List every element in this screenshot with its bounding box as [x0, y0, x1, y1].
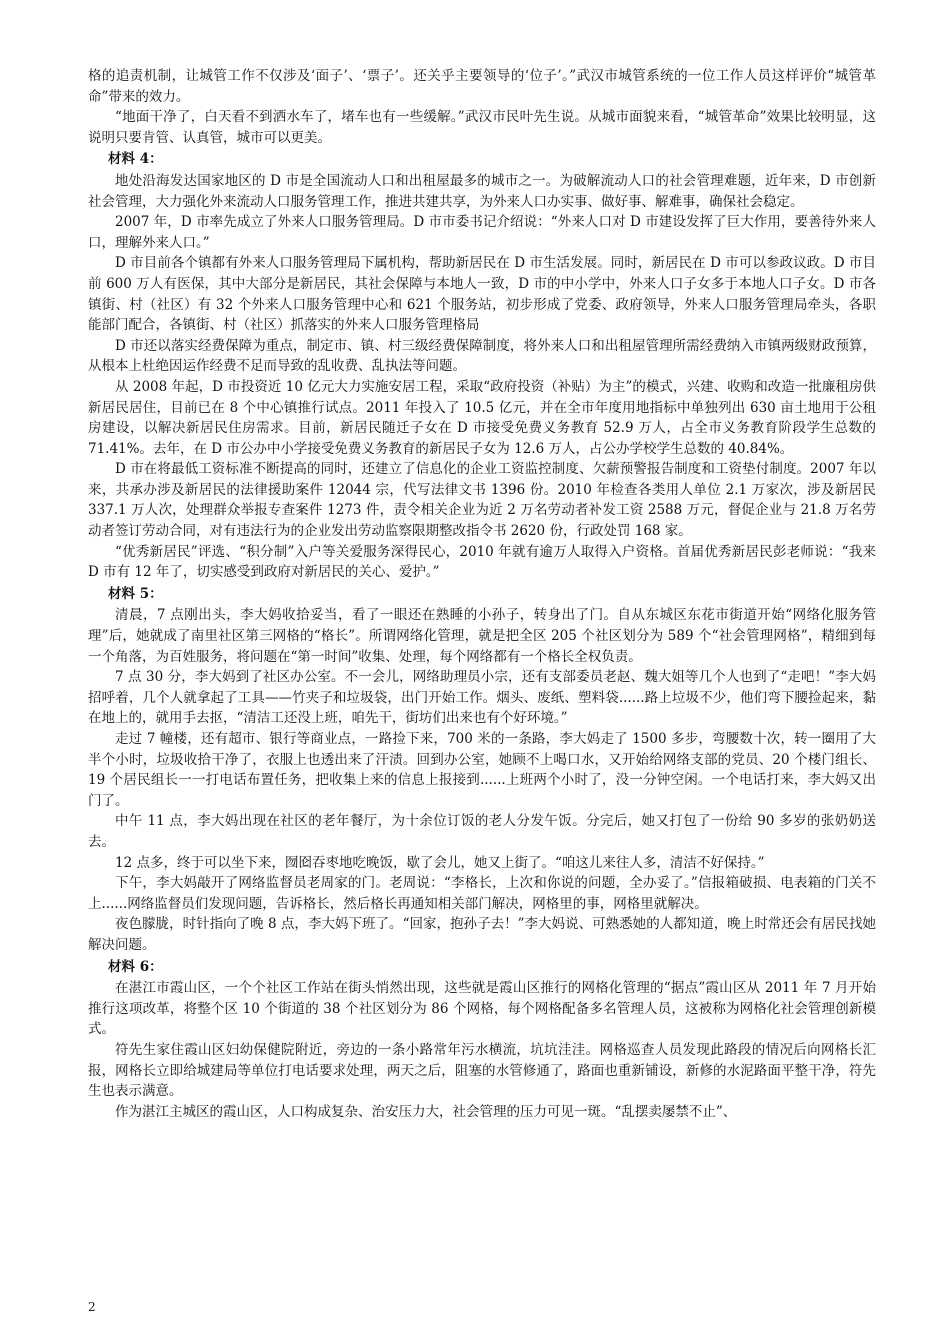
paragraph: 夜色朦胧，时针指向了晚 8 点，李大妈下班了。“回家，抱孙子去！”李大妈说、可熟悉她的人都知道，晚上时常还会有居民找她解决问题。	[88, 916, 876, 953]
paragraph: 格的追责机制，让城管工作不仅涉及‘面子’、‘票子’。还关乎主要领导的‘位子’。”武汉市城管系统的一位工作人员这样评价“城管革命”带来的效力。	[88, 68, 876, 105]
section-heading: 材料 6：	[108, 958, 163, 975]
paragraph: 7 点 30 分，李大妈到了社区办公室。不一会儿，网络助理员小宗，还有支部委员老赵、魏大姐等几个人也到了“走吧！”李大妈招呼着，几个人就拿起了工具——竹夹子和垃圾袋，出门开始工作。烟头、废纸、塑料袋......路上垃圾不少，他们弯下腰捡起来，黏在地上的，就用手去抠，“清洁工还没上班，咱先干，街坊们出来也有个好环境。”	[88, 669, 876, 727]
paragraph: 下午，李大妈敲开了网络监督员老周家的门。老周说：“李格长，上次和你说的问题，全办妥了。”信报箱破损、电表箱的门关不上......网络监督员们发现问题，告诉格长，然后格长再通知相关部门解决，网格里的事，网格里就解决。	[88, 875, 876, 912]
paragraph: 从 2008 年起，D 市投资近 10 亿元大力实施安居工程，采取“政府投资（补贴）为主”的模式，兴建、收购和改造一批廉租房供新居民居住，目前已在 8 个中心镇推行试点。2011 年投入了 10.5 亿元，并在全市年度用地指标中单独列出 630 亩土地用于公租房建设，以解决新居民住房需求。目前，新居民随迁子女在 D 市接受免费义务教育 52.9 万人，占全市义务教育阶段学生总数的 71.41%。去年，在 D 市公办中小学接受免费义务教育的新居民子女为 12.6 万人，占公办学校学生总数的 40.84%。	[88, 378, 876, 457]
paragraph: D 市目前各个镇都有外来人口服务管理局下属机构，帮助新居民在 D 市生活发展。同时，新居民在 D 市可以参政议政。D 市目前 600 万人有医保，其中大部分是新居民，其社会保障与本地人一致，D 市的中小学中，外来人口子女多于本地人口子女。D 市各镇街、村（社区）有 32 个外来人口服务管理中心和 621 个服务站，初步形成了党委、政府领导，外来人口服务管理局牵头，各职能部门配合，各镇街、村（社区）抓落实的外来人口服务管理格局	[88, 255, 876, 334]
document-body	[88, 66, 876, 1122]
paragraph: 作为湛江主城区的霞山区，人口构成复杂、治安压力大，社会管理的压力可见一斑。“乱摆卖屡禁不止”、	[115, 1103, 737, 1120]
paragraph: “地面干净了，白天看不到洒水车了，堵车也有一些缓解。”武汉市民叶先生说。从城市面貌来看，“城管革命”效果比较明显，这说明只要肯管、认真管，城市可以更美。	[88, 109, 876, 146]
paragraph: 符先生家住霞山区妇幼保健院附近，旁边的一条小路常年污水横流，坑坑洼洼。网格巡查人员发现此路段的情况后向网格长汇报，网格长立即给城建局等单位打电话要求处理，两天之后，阻塞的水管修通了，路面也重新铺设，新修的水泥路面平整干净，符先生也表示满意。	[88, 1041, 876, 1100]
paragraph: 地处沿海发达国家地区的 D 市是全国流动人口和出租屋最多的城市之一。为破解流动人口的社会管理难题，近年来，D 市创新社会管理，大力强化外来流动人口服务管理工作，推进共建共享，为外来人口办实事、做好事、解难事，确保社会稳定。	[88, 172, 876, 210]
page-number: 2	[88, 1300, 96, 1314]
paragraph: 走过 7 幢楼，还有超市、银行等商业点，一路捡下来，700 米的一条路，李大妈走了 1500 多步，弯腰数十次，转一圈用了大半个小时，垃圾收拾干净了，衣服上也透出来了汗渍。回到办公室，她顾不上喝口水，又开始给网络支部的党员、20 个楼门组长、19 个居民组长一一打电话布置任务，把收集上来的信息上报接到......上班两个小时了，没一分钟空闲。一个电话打来，李大妈又出门了。	[88, 731, 876, 809]
paragraph: 清晨，7 点刚出头，李大妈收拾妥当，看了一眼还在熟睡的小孙子，转身出了门。自从东城区东花市街道开始“网络化服务管理”后，她就成了南里社区第三网格的“格长”。所谓网络化管理，就是把全区 205 个社区划分为 589 个“社会管理网格”，精细到每一个角落，为百姓服务，将问题在“第一时间”收集、处理，每个网络都有一个格长全权负责。	[88, 607, 876, 665]
section-heading: 材料 5：	[108, 585, 163, 602]
paragraph: 中午 11 点，李大妈出现在社区的老年餐厅，为十余位订饭的老人分发午饭。分完后，她又打包了一份给 90 多岁的张奶奶送去。	[88, 813, 876, 850]
paragraph: “优秀新居民”评选、“积分制”入户等关爱服务深得民心，2010 年就有逾万人取得入户资格。首届优秀新居民彭老师说：“我来 D 市有 12 年了，切实感受到政府对新居民的关心、爱护。”	[88, 543, 876, 581]
paragraph: 12 点多，终于可以坐下来，囫囵吞枣地吃晚饭，歇了会儿，她又上街了。“咱这儿来往人多，清洁不好保持。”	[115, 854, 765, 871]
paragraph: 在湛江市霞山区，一个个社区工作站在街头悄然出现，这些就是霞山区推行的网格化管理的“据点”霞山区从 2011 年 7 月开始推行这项改革，将整个区 10 个街道的 38 个社区划分为 86 个网格，每个网格配备多名管理人员，这被称为网格化社会管理创新模式。	[88, 980, 876, 1038]
paragraph: D 市还以落实经费保障为重点，制定市、镇、村三级经费保障制度，将外来人口和出租屋管理所需经费纳入市镇两级财政预算，从根本上杜绝因运作经费不足而导致的乱收费、乱执法等问题。	[88, 337, 876, 375]
paragraph: D 市在将最低工资标准不断提高的同时，还建立了信息化的企业工资监控制度、欠薪预警报告制度和工资垫付制度。2007 年以来，共承办涉及新居民的法律援助案件 12044 宗，代写法律文书 1396 份。2010 年检查各类用人单位 2.1 万家次，涉及新居民 337.1 万人次，处理群众举报专查案件 1273 件，责令相关企业为近 2 万名劳动者补发工资 2588 万元，督促企业与 21.8 万名劳动者签订劳动合同，对有违法行为的企业发出劳动监察限期整改指令书 2620 份，行政处罚 168 家。	[88, 461, 876, 540]
section-heading: 材料 4：	[108, 151, 163, 168]
paragraph: 2007 年，D 市率先成立了外来人口服务管理局。D 市市委书记介绍说：“外来人口对 D 市建设发挥了巨大作用，要善待外来人口，理解外来人口。”	[88, 214, 876, 251]
